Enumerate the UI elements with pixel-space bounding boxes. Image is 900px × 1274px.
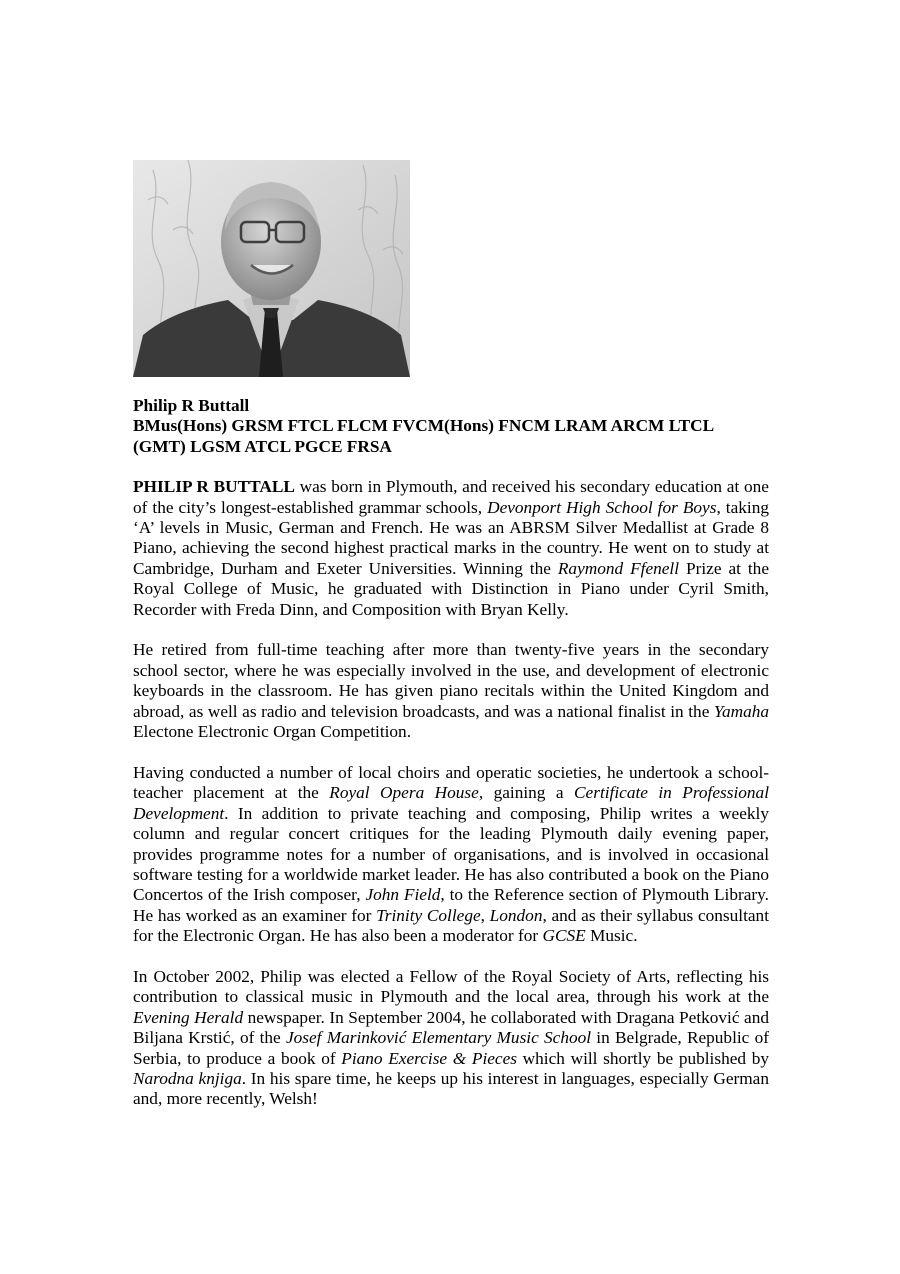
italic-span: GCSE	[542, 926, 586, 946]
text-span: , gaining a	[478, 783, 575, 803]
text-span: Music.	[585, 926, 638, 946]
portrait-photo	[133, 160, 410, 377]
italic-span: Evening Herald	[133, 1007, 244, 1027]
italic-span: Royal Opera House	[329, 783, 479, 803]
italic-span: Devonport High School for Boys	[487, 497, 717, 517]
paragraph-2	[133, 640, 769, 742]
biography-text	[133, 396, 769, 1130]
text-span: Electone Electronic Organ Competition.	[133, 722, 412, 742]
italic-span: Trinity College, London	[376, 905, 543, 925]
text-span: Having conducted a number of local choirs and operatic societies, he undertook a school-teacher placement at the	[133, 762, 769, 803]
text-span: , taking ‘A’ levels in Music, German and French. He was an ABRSM Silver Medallist at Grade 8 Piano, achieving the second highest practical marks in the country. He went on to study at Cambridge, Durham and Exeter Universities. Winning the	[133, 497, 769, 578]
italic-span: Raymond Ffenell	[557, 558, 680, 578]
italic-span: Yamaha	[713, 701, 769, 721]
italic-span: Narodna knjiga	[133, 1068, 242, 1088]
name-lead: PHILIP R BUTTALL	[133, 477, 295, 497]
text-span: In October 2002, Philip was elected a Fellow of the Royal Society of Arts, reflecting his contribution to classical music in Plymouth and the local area, through his work at the	[133, 966, 769, 1007]
text-span: He retired from full-time teaching after more than twenty-five years in the secondary school sector, where he was especially involved in the use, and development of electronic keyboards in the classroom. He has given piano recitals within the United Kingdom and abroad, as well as radio and television broadcasts, and was a national finalist in the	[133, 640, 769, 721]
text-span: . In addition to private teaching and composing, Philip writes a weekly column and regular concert critiques for the leading Plymouth daily evening paper, provides programme notes for a number of organisations, and is involved in occasional software testing for a worldwide market leader. He has also contributed a book on the Piano Concertos of the Irish composer,	[133, 803, 769, 905]
text-span: which will shortly be published by	[517, 1048, 769, 1068]
italic-span: Certificate in Professional Development	[133, 783, 770, 823]
text-span: in Belgrade, Republic of Serbia, to produce a book of	[133, 1028, 769, 1068]
italic-span: Piano Exercise & Pieces	[341, 1048, 517, 1068]
text-span: , to the Reference section of Plymouth Library. He has worked as an examiner for	[133, 885, 769, 925]
paragraph-4	[133, 967, 769, 1110]
paragraph-1	[133, 477, 769, 620]
text-span: newspaper. In September 2004, he collaborated with Dragana Petković and Biljana Krstić, of the	[133, 1007, 769, 1048]
text-span: was born in Plymouth, and received his secondary education at one of the city’s longest-established grammar schools,	[133, 477, 769, 517]
text-span: . In his spare time, he keeps up his interest in languages, especially German and, more recently, Welsh!	[133, 1068, 769, 1109]
portrait-image	[133, 160, 410, 377]
italic-span: Josef Marinković Elementary Music School	[285, 1028, 592, 1048]
italic-span: John Field	[365, 885, 441, 905]
person-name: Philip R Buttall	[133, 396, 250, 415]
text-span: Prize at the Royal College of Music, he graduated with Distinction in Piano under Cyril Smith, Recorder with Freda Dinn, and Composition with Bryan Kelly.	[133, 558, 769, 619]
paragraph-3	[133, 763, 769, 947]
text-span: , and as their syllabus consultant for the Electronic Organ. He has also been a moderator for	[133, 905, 769, 946]
qualifications-line: BMus(Hons) GRSM FTCL FLCM FVCM(Hons) FNCM LRAM ARCM LTCL (GMT) LGSM ATCL PGCE FRSA	[133, 416, 714, 456]
